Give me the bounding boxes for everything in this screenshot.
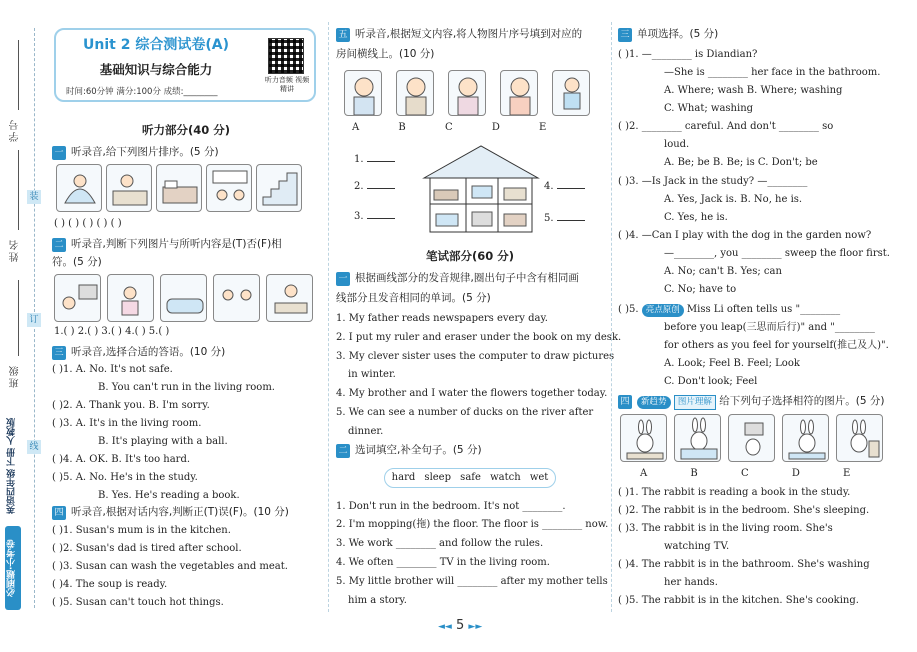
w3-line: ( )1. —________ is Diandian?: [618, 49, 758, 60]
person-b-grandpa: [396, 70, 434, 116]
w3-line: A. Look; Feel B. Feel; Look: [664, 358, 800, 369]
picture-stairs: [256, 164, 302, 212]
w3-line: for others as you feel for yourself(推己及人)".: [664, 340, 889, 351]
w4-picture-row: [620, 414, 883, 462]
question-text: 选词填空,补全句子。(5 分): [355, 444, 482, 456]
question-3-heading: [52, 344, 225, 361]
w4-line: ( )5. The rabbit is in the kitchen. She's cooking.: [618, 595, 859, 606]
w1-line: in winter.: [348, 369, 396, 380]
w4-line: ( )2. The rabbit is in the bedroom. She's sleeping.: [618, 505, 870, 516]
q3-line: B. Yes. He's reading a book.: [98, 490, 240, 501]
mark-zhuang: 装: [27, 190, 41, 204]
page-title: Unit 2 综合测试卷(A): [83, 37, 229, 53]
question-text: 听录音,选择合适的答语。(10 分): [71, 346, 226, 358]
rabbit-bathroom: [782, 414, 829, 462]
q3-line: B. You can't run in the living room.: [98, 382, 275, 393]
w4-letters: A B C D E: [640, 468, 851, 479]
picture-woman-kitchen: [107, 274, 154, 322]
title-box: [54, 28, 316, 102]
written-1-heading: [336, 270, 579, 287]
written-2-heading: [336, 442, 482, 459]
spine-grade-text: 英语四年级 下册 人教版: [7, 417, 17, 515]
w3-line: ( )4. —Can I play with the dog in the garden now?: [618, 230, 872, 241]
q5-blank-5[interactable]: 5.: [544, 211, 585, 227]
qr-caption: 听力音频 视频精讲: [264, 76, 310, 93]
highlight-original-badge: 亮点原创: [642, 304, 684, 317]
q5-blank-2[interactable]: 2.: [354, 179, 395, 195]
question-text: 根据画线部分的发音规律,圈出句子中含有相同画: [355, 272, 579, 284]
question-4-heading: [52, 504, 289, 521]
question-2-heading-cont: 符。(5 分): [52, 256, 102, 268]
question-number: 四: [52, 506, 66, 520]
q5-blank-3[interactable]: 3.: [354, 209, 395, 225]
q3-line: B. It's playing with a ball.: [98, 436, 228, 447]
w2-line: 5. My little brother will ________ after my mother tells: [336, 576, 608, 587]
picture-bathtub: [160, 274, 207, 322]
page-number: [438, 618, 482, 633]
w1-line: 3. My clever sister uses the computer to draw pictures: [336, 351, 615, 362]
question-number: 五: [336, 28, 350, 42]
student-id-label: 学号: [10, 118, 21, 142]
q4-line: ( )2. Susan's dad is tired after school.: [52, 543, 242, 554]
class-field[interactable]: [18, 280, 19, 356]
q5-blank-4[interactable]: 4.: [544, 179, 585, 195]
question-text: 听录音,根据短文内容,将人物图片序号填到对应的: [355, 28, 583, 40]
w3-line: A. Yes, Jack is. B. No, he is.: [664, 194, 803, 205]
w1-line: 5. We can see a number of ducks on the river after: [336, 407, 594, 418]
w3-line: C. No; have to: [664, 284, 737, 295]
w3-line: C. Don't look; Feel: [664, 376, 758, 387]
question-number: 二: [52, 238, 66, 252]
rabbit-study: [620, 414, 667, 462]
q3-line: ( )3. A. It's in the living room.: [52, 418, 202, 429]
class-label: 班级: [10, 364, 21, 388]
w1-line: dinner.: [348, 426, 384, 437]
w1-line: 1. My father reads newspapers every day.: [336, 313, 548, 324]
name-label: 姓名: [10, 238, 21, 262]
w3-line: loud.: [664, 139, 690, 150]
question-number: 二: [336, 444, 350, 458]
w2-line: 4. We often ________ TV in the living room.: [336, 557, 550, 568]
word-bank: hard sleep safe watch wet: [384, 468, 556, 488]
w2-line: 1. Don't run in the bedroom. It's not ________.: [336, 501, 566, 512]
q3-line: ( )4. A. OK. B. It's too hard.: [52, 454, 191, 465]
question-number: 三: [52, 346, 66, 360]
q3-line: ( )2. A. Thank you. B. I'm sorry.: [52, 400, 210, 411]
picture-girl-cooking: [106, 164, 152, 212]
picture-man-tv: [54, 274, 101, 322]
spine: [5, 410, 21, 610]
w2-line: him a story.: [348, 595, 407, 606]
binding-strip: [0, 0, 42, 652]
q5-people-row: [344, 70, 590, 116]
w3-line: A. Be; be B. Be; is C. Don't; be: [664, 157, 818, 168]
column-right: [616, 0, 890, 652]
mark-xian: 线: [27, 440, 41, 454]
next-page-icon[interactable]: ►►: [468, 622, 483, 632]
q4-line: ( )4. The soup is ready.: [52, 579, 168, 590]
question-1-heading: [52, 144, 219, 161]
picture-understanding-badge: 图片理解: [674, 395, 716, 410]
column-left: [50, 0, 322, 652]
house-diagram: [420, 142, 542, 234]
w3-line: A. Where; wash B. Where; washing: [664, 85, 843, 96]
q4-line: ( )1. Susan's mum is in the kitchen.: [52, 525, 231, 536]
person-a-man: [344, 70, 382, 116]
q2-answer-row[interactable]: 1.( ) 2.( ) 3.( ) 4.( ) 5.( ): [54, 326, 170, 337]
w2-line: 3. We work ________ and follow the rules.: [336, 538, 544, 549]
w4-line: watching TV.: [664, 541, 730, 552]
q2-picture-row: [54, 274, 313, 322]
page-number-value: 5: [455, 618, 465, 633]
question-2-heading: [52, 236, 282, 253]
w3-line: C. What; washing: [664, 103, 754, 114]
question-number: 四: [618, 395, 632, 409]
w4-line: ( )4. The rabbit is in the bathroom. She's washing: [618, 559, 870, 570]
column-divider: [611, 22, 612, 612]
w4-line: her hands.: [664, 577, 718, 588]
w1-line: 2. I put my ruler and eraser under the book on my desk.: [336, 332, 622, 343]
name-field[interactable]: [18, 150, 19, 230]
person-e-boy: [552, 70, 590, 116]
w3-line: C. Yes, he is.: [664, 212, 728, 223]
w3-line: before you leap(三思而后行)" and "________: [664, 322, 875, 333]
w4-line: ( )3. The rabbit is in the living room. She's: [618, 523, 833, 534]
w3-line: ( )2. ________ careful. And don't ________ so: [618, 121, 834, 132]
question-text: 听录音,判断下列图片与所听内容是(T)否(F)相: [71, 238, 282, 250]
student-id-field[interactable]: [18, 40, 19, 110]
picture-girl-study: [266, 274, 313, 322]
person-d-woman: [500, 70, 538, 116]
w3-q5-line: ( )5. 亮点原创 Miss Li often tells us "________: [618, 304, 841, 315]
question-text: 给下列句子选择相符的图片。(5 分): [719, 395, 885, 407]
question-number: 一: [336, 272, 350, 286]
rabbit-bedroom: [674, 414, 721, 462]
q1-picture-row: [56, 164, 302, 212]
w2-line: 2. I'm mopping(拖) the floor. The floor is ________ now.: [336, 519, 609, 530]
question-5-heading: [336, 26, 582, 43]
picture-sorry-speech: [206, 164, 252, 212]
spine-brand: 必刷题·小考卷: [5, 526, 21, 610]
question-number: 三: [618, 28, 632, 42]
prev-page-icon[interactable]: ◄◄: [438, 622, 452, 632]
question-text: 单项选择。(5 分): [637, 28, 719, 40]
column-divider: [328, 22, 329, 612]
w1-line: 4. My brother and I water the flowers together today.: [336, 388, 608, 399]
w3-line: ( )3. —Is Jack in the study? —________: [618, 176, 808, 187]
person-c-grandma: [448, 70, 486, 116]
q3-line: ( )5. A. No. He's in the study.: [52, 472, 198, 483]
q5-letters: A B C D E: [352, 122, 547, 133]
q5-blank-1[interactable]: 1.: [354, 152, 395, 168]
q3-line: ( )1. A. No. It's not safe.: [52, 364, 173, 375]
new-trend-badge: 新趋势: [637, 396, 671, 409]
written-1-heading-cont: 线部分且发音相同的单词。(5 分): [336, 292, 491, 304]
question-text: 听录音,根据对话内容,判断正(T)误(F)。(10 分): [71, 506, 289, 518]
picture-bed: [156, 164, 202, 212]
rabbit-living-room: [728, 414, 775, 462]
written-heading: 笔试部分(60 分): [425, 249, 515, 263]
listening-heading: 听力部分(40 分): [141, 123, 231, 137]
question-5-heading-cont: 房间横线上。(10 分): [336, 48, 435, 60]
column-middle: [334, 0, 622, 652]
qr-code-icon[interactable]: [268, 38, 304, 74]
written-4-heading: [618, 393, 884, 410]
q4-line: ( )5. Susan can't touch hot things.: [52, 597, 224, 608]
w3-line: —________, you ________ sweep the floor first.: [664, 248, 890, 259]
w3-line: A. No; can't B. Yes; can: [664, 266, 782, 277]
page-subtitle: 基础知识与综合能力: [99, 62, 213, 77]
written-3-heading: [618, 26, 718, 43]
w4-line: ( )1. The rabbit is reading a book in the study.: [618, 487, 851, 498]
mark-ding: 订: [27, 313, 41, 327]
q1-answer-row[interactable]: ( ) ( ) ( ) ( ) ( ): [54, 218, 122, 229]
w3-line: —She is ________ her face in the bathroom.: [664, 67, 881, 78]
picture-kids-playing: [213, 274, 260, 322]
exam-info: 时间:60分钟 满分:100分 成绩:________: [66, 87, 218, 97]
picture-girl-bath: [56, 164, 102, 212]
rabbit-kitchen: [836, 414, 883, 462]
question-number: 一: [52, 146, 66, 160]
question-text: 听录音,给下列图片排序。(5 分): [71, 146, 219, 158]
q4-line: ( )3. Susan can wash the vegetables and meat.: [52, 561, 288, 572]
